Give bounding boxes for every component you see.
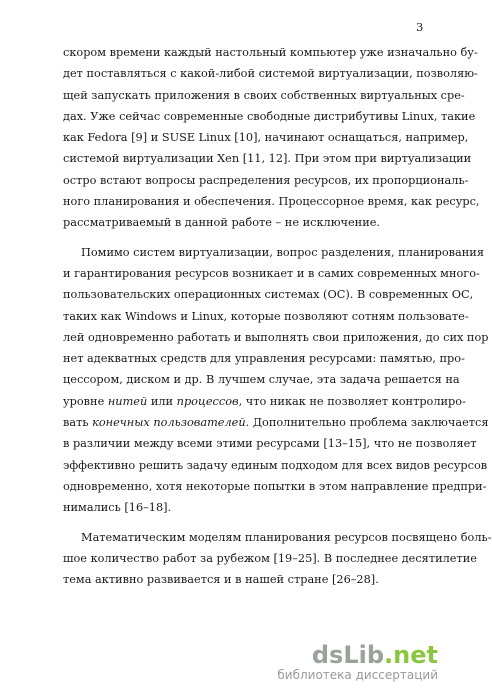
emphasis-processes: процессов [176, 394, 239, 408]
text-line: системой виртуализации Xen [11, 12]. При этом при виртуализации [63, 152, 472, 166]
text-line: нет адекватных средств для управления ресурсами: памятью, про- [63, 352, 465, 366]
text-line: цессором, диском и др. В лучшем случае, эта задача решается на [63, 373, 460, 387]
text-line: дах. Уже сейчас современные свободные дистрибутивы Linux, такие [63, 109, 476, 123]
text-run: , что никак не позволяет контролиро- [238, 394, 466, 408]
text-line: скором времени каждый настольный компьютер уже изначально бу- [63, 46, 478, 59]
body-text [63, 42, 492, 590]
text-line: нимались [16–18]. [63, 501, 172, 515]
text-run: уровне [63, 394, 108, 408]
watermark-logo-tld: .net [384, 641, 438, 669]
watermark-logo-main: dsLib [311, 641, 385, 669]
page-number: 3 [416, 20, 424, 34]
watermark-logo [277, 642, 438, 668]
text-line: Математическим моделям планирования ресурсов посвящено боль- [81, 530, 492, 544]
watermark [277, 642, 438, 682]
text-line: рассматриваемый в данной работе – не исключение. [63, 216, 381, 230]
text-run: вать [63, 416, 93, 430]
text-line: остро встают вопросы распределения ресурсов, их пропорциональ- [63, 173, 469, 187]
text-line: лей одновременно работать и выполнять свои приложения, до сих пор [63, 330, 489, 344]
text-line: одновременно, хотя некоторые попытки в этом направление предпри- [63, 479, 487, 493]
text-line: дет поставляться с какой-либой системой виртуализации, позволяю- [63, 67, 478, 81]
paragraph-2 [63, 242, 489, 519]
text-run: . Дополнительно проблема заключается [245, 416, 489, 430]
text-line: и гарантирования ресурсов возникает и в самих современных много- [63, 266, 480, 280]
text-line: пользовательских операционных системах (ОС). В современных ОС, [63, 288, 474, 302]
text-line: таких как Windows и Linux, которые позволяют сотням пользовате- [63, 309, 469, 323]
paragraph-3 [63, 527, 492, 591]
emphasis-end-users: конечных пользователей [92, 416, 246, 430]
emphasis-threads: нитей [107, 394, 148, 408]
text-line: в различии между всеми этими ресурсами [13–15], что не позволяет [63, 437, 477, 451]
text-line: щей запускать приложения в своих собственных виртуальных сре- [63, 88, 465, 102]
text-line: Помимо систем виртуализации, вопрос разделения, планирования [81, 245, 484, 259]
watermark-subtitle: библиотека диссертаций [277, 668, 438, 682]
text-line: как Fedora [9] и SUSE Linux [10], начинают оснащаться, например, [63, 131, 469, 145]
paragraph-1 [63, 42, 480, 234]
text-line: ного планирования и обеспечения. Процессорное время, как ресурс, [63, 195, 480, 209]
text-line [63, 412, 489, 433]
text-line: эффективно решить задачу единым подходом для всех видов ресурсов [63, 458, 488, 472]
text-line [63, 391, 466, 412]
text-line: тема активно развивается и в нашей стране [26–28]. [63, 573, 379, 587]
text-run: или [147, 394, 177, 408]
text-line: шое количество работ за рубежом [19–25]. В последнее десятилетие [63, 551, 477, 565]
